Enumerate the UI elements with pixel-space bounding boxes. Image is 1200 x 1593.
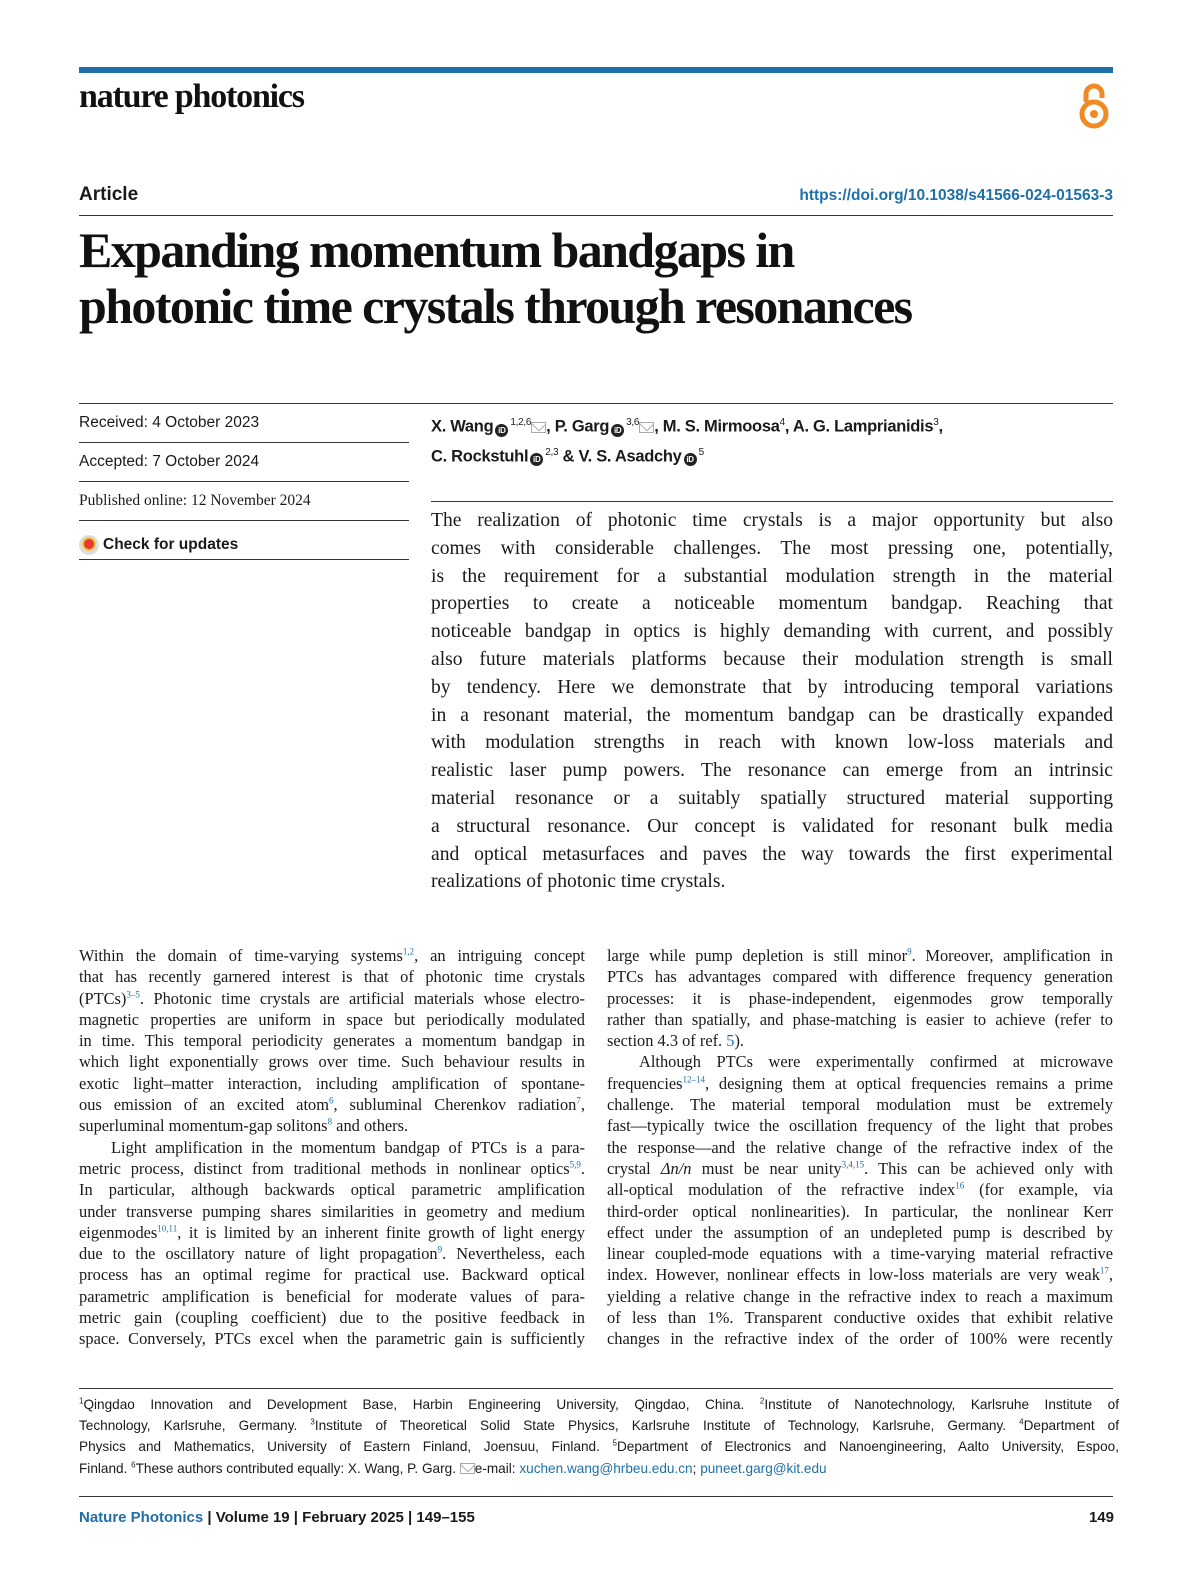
email-icon[interactable] [639, 422, 654, 433]
author-affiliation: 5 [698, 446, 704, 458]
author-separator: , [938, 417, 943, 436]
email-link[interactable]: puneet.garg@kit.edu [700, 1460, 827, 1476]
body-line: Within the domain of time-varying systems$^{1,2}$, an intriguing concept [79, 946, 585, 965]
body-line: ous emission of an excited atom$^6$, subluminal Cherenkov radiation$^7$, [79, 1095, 585, 1115]
body-line: exotic light–matter interaction, including amplification of spontane- [79, 1073, 585, 1093]
abstract-line: in a resonant material, the momentum bandgap can be drastically expanded [431, 704, 1113, 726]
body-line: which light exponentially grows over time. Such behaviour results in [79, 1052, 585, 1072]
citation[interactable]: 7 [576, 1095, 581, 1106]
body-line: that has recently garnered interest is that of photonic time crystals [79, 967, 585, 987]
citation[interactable]: 2 [759, 1396, 765, 1406]
body-line: metric process, distinct from traditional methods in nonlinear optics$^{5,9}$. [79, 1158, 585, 1178]
orcid-icon[interactable]: iD [530, 453, 543, 466]
author-affiliation: 3,6 [626, 417, 640, 428]
author-list [431, 410, 1113, 469]
body-line: processes: it is phase-independent, eigenmodes grow temporally [607, 988, 1113, 1008]
body-line: section 4.3 of ref. 5). [607, 1031, 745, 1051]
orcid-icon[interactable]: iD [611, 424, 624, 437]
citation[interactable]: 10,11 [157, 1223, 178, 1234]
orcid-icon[interactable]: iD [684, 453, 697, 466]
open-access-icon [1076, 80, 1112, 130]
published-date: Published online: 12 November 2024 [79, 482, 409, 521]
abstract-line: by tendency. Here we demonstrate that by introducing temporal variations [431, 676, 1113, 698]
abstract-line: with modulation strengths in reach with known low-loss materials and [431, 732, 1113, 754]
doi-link[interactable]: https://doi.org/10.1038/s41566-024-01563-3 [799, 187, 1113, 204]
author-separator: & [558, 447, 579, 465]
orcid-icon[interactable]: iD [495, 424, 508, 437]
received-date: Received: 4 October 2023 [79, 404, 409, 443]
abstract-line: material resonance or a suitably spatially structured material supporting [431, 787, 1113, 809]
body-line: Although PTCs were experimentally confirmed at microwave [639, 1052, 1113, 1072]
footnote-line: Physics and Mathematics, University of Eastern Finland, Joensuu, Finland. $^5$Department of Electronics and Nanoengineering, Aalto University, Espoo, [79, 1438, 1119, 1455]
abstract-line: noticeable bandgap in optics is highly demanding with current, and possibly [431, 621, 1113, 643]
citation[interactable]: 16 [955, 1180, 965, 1191]
footnote-line: $^1$Qingdao Innovation and Development Base, Harbin Engineering University, Qingdao, China. $^2$Institute of Nanotechnology, Karlsruhe Institute of [79, 1396, 1120, 1412]
body-line: large while pump depletion is still minor$^9$. Moreover, amplification in [607, 946, 1113, 965]
footer-journal[interactable]: Nature Photonics [79, 1509, 204, 1526]
body-column-left [79, 945, 585, 1350]
author-affiliation: 4 [779, 417, 785, 428]
author-separator: , [546, 417, 555, 436]
abstract-line: and optical metasurfaces and paves the way towards the first experimental [431, 843, 1113, 865]
author-name[interactable]: X. Wang [431, 417, 494, 436]
citation[interactable]: 9 [907, 946, 912, 957]
body-line: superluminal momentum-gap solitons$^8$ and others. [79, 1116, 409, 1136]
body-line: effect under the assumption of an undepleted pump is described by [607, 1222, 1113, 1242]
divider [431, 501, 1113, 502]
body-line: yielding a relative change in the refractive index to reach a maximum [607, 1286, 1113, 1306]
author-name[interactable]: M. S. Mirmoosa [662, 417, 780, 436]
body-line: in time. This temporal periodicity generates a momentum bandgap in [79, 1031, 585, 1051]
citation[interactable]: 8 [327, 1116, 333, 1127]
citation[interactable]: 5 [612, 1438, 617, 1448]
check-updates-icon [79, 535, 99, 555]
citation[interactable]: 5,9 [569, 1159, 581, 1170]
divider [79, 215, 1113, 216]
article-title [79, 222, 1129, 334]
abstract-line: comes with considerable challenges. The most pressing one, potentially, [431, 537, 1113, 559]
body-line: challenge. The material temporal modulation must be extremely [607, 1095, 1113, 1115]
body-line: under transverse pumping shares similarities in geometry and medium [79, 1201, 585, 1221]
abstract-line: properties to create a noticeable momentum bandgap. Reaching that [431, 593, 1113, 615]
abstract-line: realizations of photonic time crystals. [431, 871, 726, 893]
author-separator: , [654, 417, 663, 436]
title-line: photonic time crystals through resonances [79, 278, 912, 334]
author-name[interactable]: C. Rockstuhl [431, 447, 529, 465]
email-link[interactable]: xuchen.wang@hrbeu.edu.cn [519, 1460, 693, 1476]
author-name[interactable]: V. S. Asadchy [578, 447, 682, 465]
citation[interactable]: 9 [437, 1244, 443, 1255]
body-line: (PTCs)$^{3-5}$. Photonic time crystals are artificial materials whose electro- [79, 988, 585, 1008]
body-line: all-optical modulation of the refractive index$^{16}$ (for example, via [607, 1180, 1113, 1200]
page-number: 149 [1088, 1509, 1114, 1526]
author-name[interactable]: A. G. Lamprianidis [792, 417, 934, 436]
body-line: the response—and the relative change of the refractive index of the [607, 1137, 1113, 1157]
body-line: linear coupled-mode equations with a time-varying material refractive [607, 1244, 1113, 1264]
body-line: third-order optical nonlinearities). In particular, the nonlinear Kerr [607, 1201, 1113, 1221]
article-type: Article [79, 184, 139, 205]
citation[interactable]: 4 [1019, 1417, 1024, 1427]
abstract [431, 507, 1113, 896]
citation[interactable]: 6 [328, 1095, 334, 1106]
reference-link[interactable]: 5 [726, 1031, 735, 1051]
math-expression: Δn/n [660, 1158, 692, 1178]
body-line: Light amplification in the momentum bandgap of PTCs is a para- [111, 1137, 585, 1157]
body-line: of less than 1%. Transparent conductive oxides that exhibit relative [607, 1308, 1113, 1328]
body-line: eigenmodes$^{10,11}$, it is limited by an inherent finite growth of light energy [79, 1222, 585, 1242]
citation[interactable]: 12–14 [682, 1074, 706, 1085]
accepted-date: Accepted: 7 October 2024 [79, 443, 409, 482]
author-affiliation: 3 [933, 417, 939, 428]
abstract-line: The realization of photonic time crystals is a major opportunity but also [431, 510, 1113, 531]
body-line: frequencies$^{12-14}$, designing them at optical frequencies remains a prime [607, 1073, 1113, 1093]
body-line: magnetic properties are uniform in space but periodically modulated [79, 1009, 585, 1029]
body-line: process has an optimal regime for practical use. Backward optical [79, 1265, 585, 1285]
footnote-line: Technology, Karlsruhe, Germany. $^3$Institute of Theoretical Solid State Physics, Karlsruhe Institute of Technology, Karlsruhe, Germany. $^4$Department of [79, 1417, 1119, 1434]
divider [79, 1388, 1113, 1389]
citation[interactable]: 3 [310, 1417, 315, 1427]
citation[interactable]: 1,2 [402, 946, 415, 957]
footer-issue: | Volume 19 | February 2025 | 149–155 [203, 1509, 475, 1526]
body-line: PTCs has advantages compared with difference frequency generation [607, 967, 1113, 987]
body-line: due to the oscillatory nature of light propagation$^9$. Nevertheless, each [79, 1244, 586, 1264]
abstract-line: a structural resonance. Our concept is validated for resonant bulk media [431, 815, 1113, 837]
abstract-line: also future materials platforms because their modulation strength is small [431, 648, 1113, 670]
body-line: rather than spatially, and phase-matching is easier to achieve (refer to [607, 1009, 1113, 1029]
body-line: In particular, although backwards optical parametric amplification [79, 1180, 585, 1200]
body-line: index. However, nonlinear effects in low-loss materials are very weak$^{17}$, [607, 1265, 1113, 1285]
body-line: parametric amplification is beneficial for moderate values of para- [79, 1286, 585, 1306]
check-updates-label: Check for updates [103, 536, 239, 553]
email-icon [460, 1463, 475, 1474]
abstract-line: is the requirement for a substantial modulation strength in the material [431, 565, 1113, 587]
journal-logo: nature photonics [79, 78, 304, 115]
abstract-line: realistic laser pump powers. The resonance can emerge from an intrinsic [431, 760, 1113, 782]
body-line: metric gain (coupling coefficient) due to the positive feedback in [79, 1308, 585, 1328]
email-icon[interactable] [531, 422, 546, 433]
citation[interactable]: 1 [79, 1396, 84, 1406]
divider [79, 1496, 1113, 1497]
citation[interactable]: 3,4,15 [841, 1159, 865, 1170]
body-line: fast—typically twice the oscillation frequency of the light that probes [607, 1116, 1113, 1136]
title-line: Expanding momentum bandgaps in [79, 222, 794, 278]
author-name[interactable]: P. Garg [554, 417, 610, 436]
author-affiliation: 2,3 [545, 446, 559, 458]
body-line: space. Conversely, PTCs excel when the parametric gain is sufficiently [79, 1329, 585, 1349]
body-line: crystal Δn/n must be near unity$^{3,4,15}$. This can be achieved only with [607, 1158, 1113, 1178]
journal-accent-bar [79, 67, 1113, 73]
body-line: changes in the refractive index of the order of 100% were recently [607, 1329, 1113, 1349]
affiliations-footnote [79, 1394, 1119, 1479]
author-separator: , [784, 417, 793, 436]
citation[interactable]: 3–5 [126, 989, 140, 1000]
article-dates [79, 404, 409, 560]
check-for-updates-button[interactable] [79, 521, 409, 560]
citation[interactable]: 6 [131, 1460, 136, 1470]
author-affiliation: 1,2,6 [510, 417, 532, 428]
footnote-line: Finland. $^6$These authors contributed equally: X. Wang, P. Garg. e-mail: xuchen.wang@hrbeu.edu.cn; puneet.garg@kit.edu [79, 1460, 827, 1476]
citation[interactable]: 17 [1099, 1265, 1109, 1276]
body-column-right [607, 945, 1113, 1350]
page-footer [79, 1509, 475, 1526]
